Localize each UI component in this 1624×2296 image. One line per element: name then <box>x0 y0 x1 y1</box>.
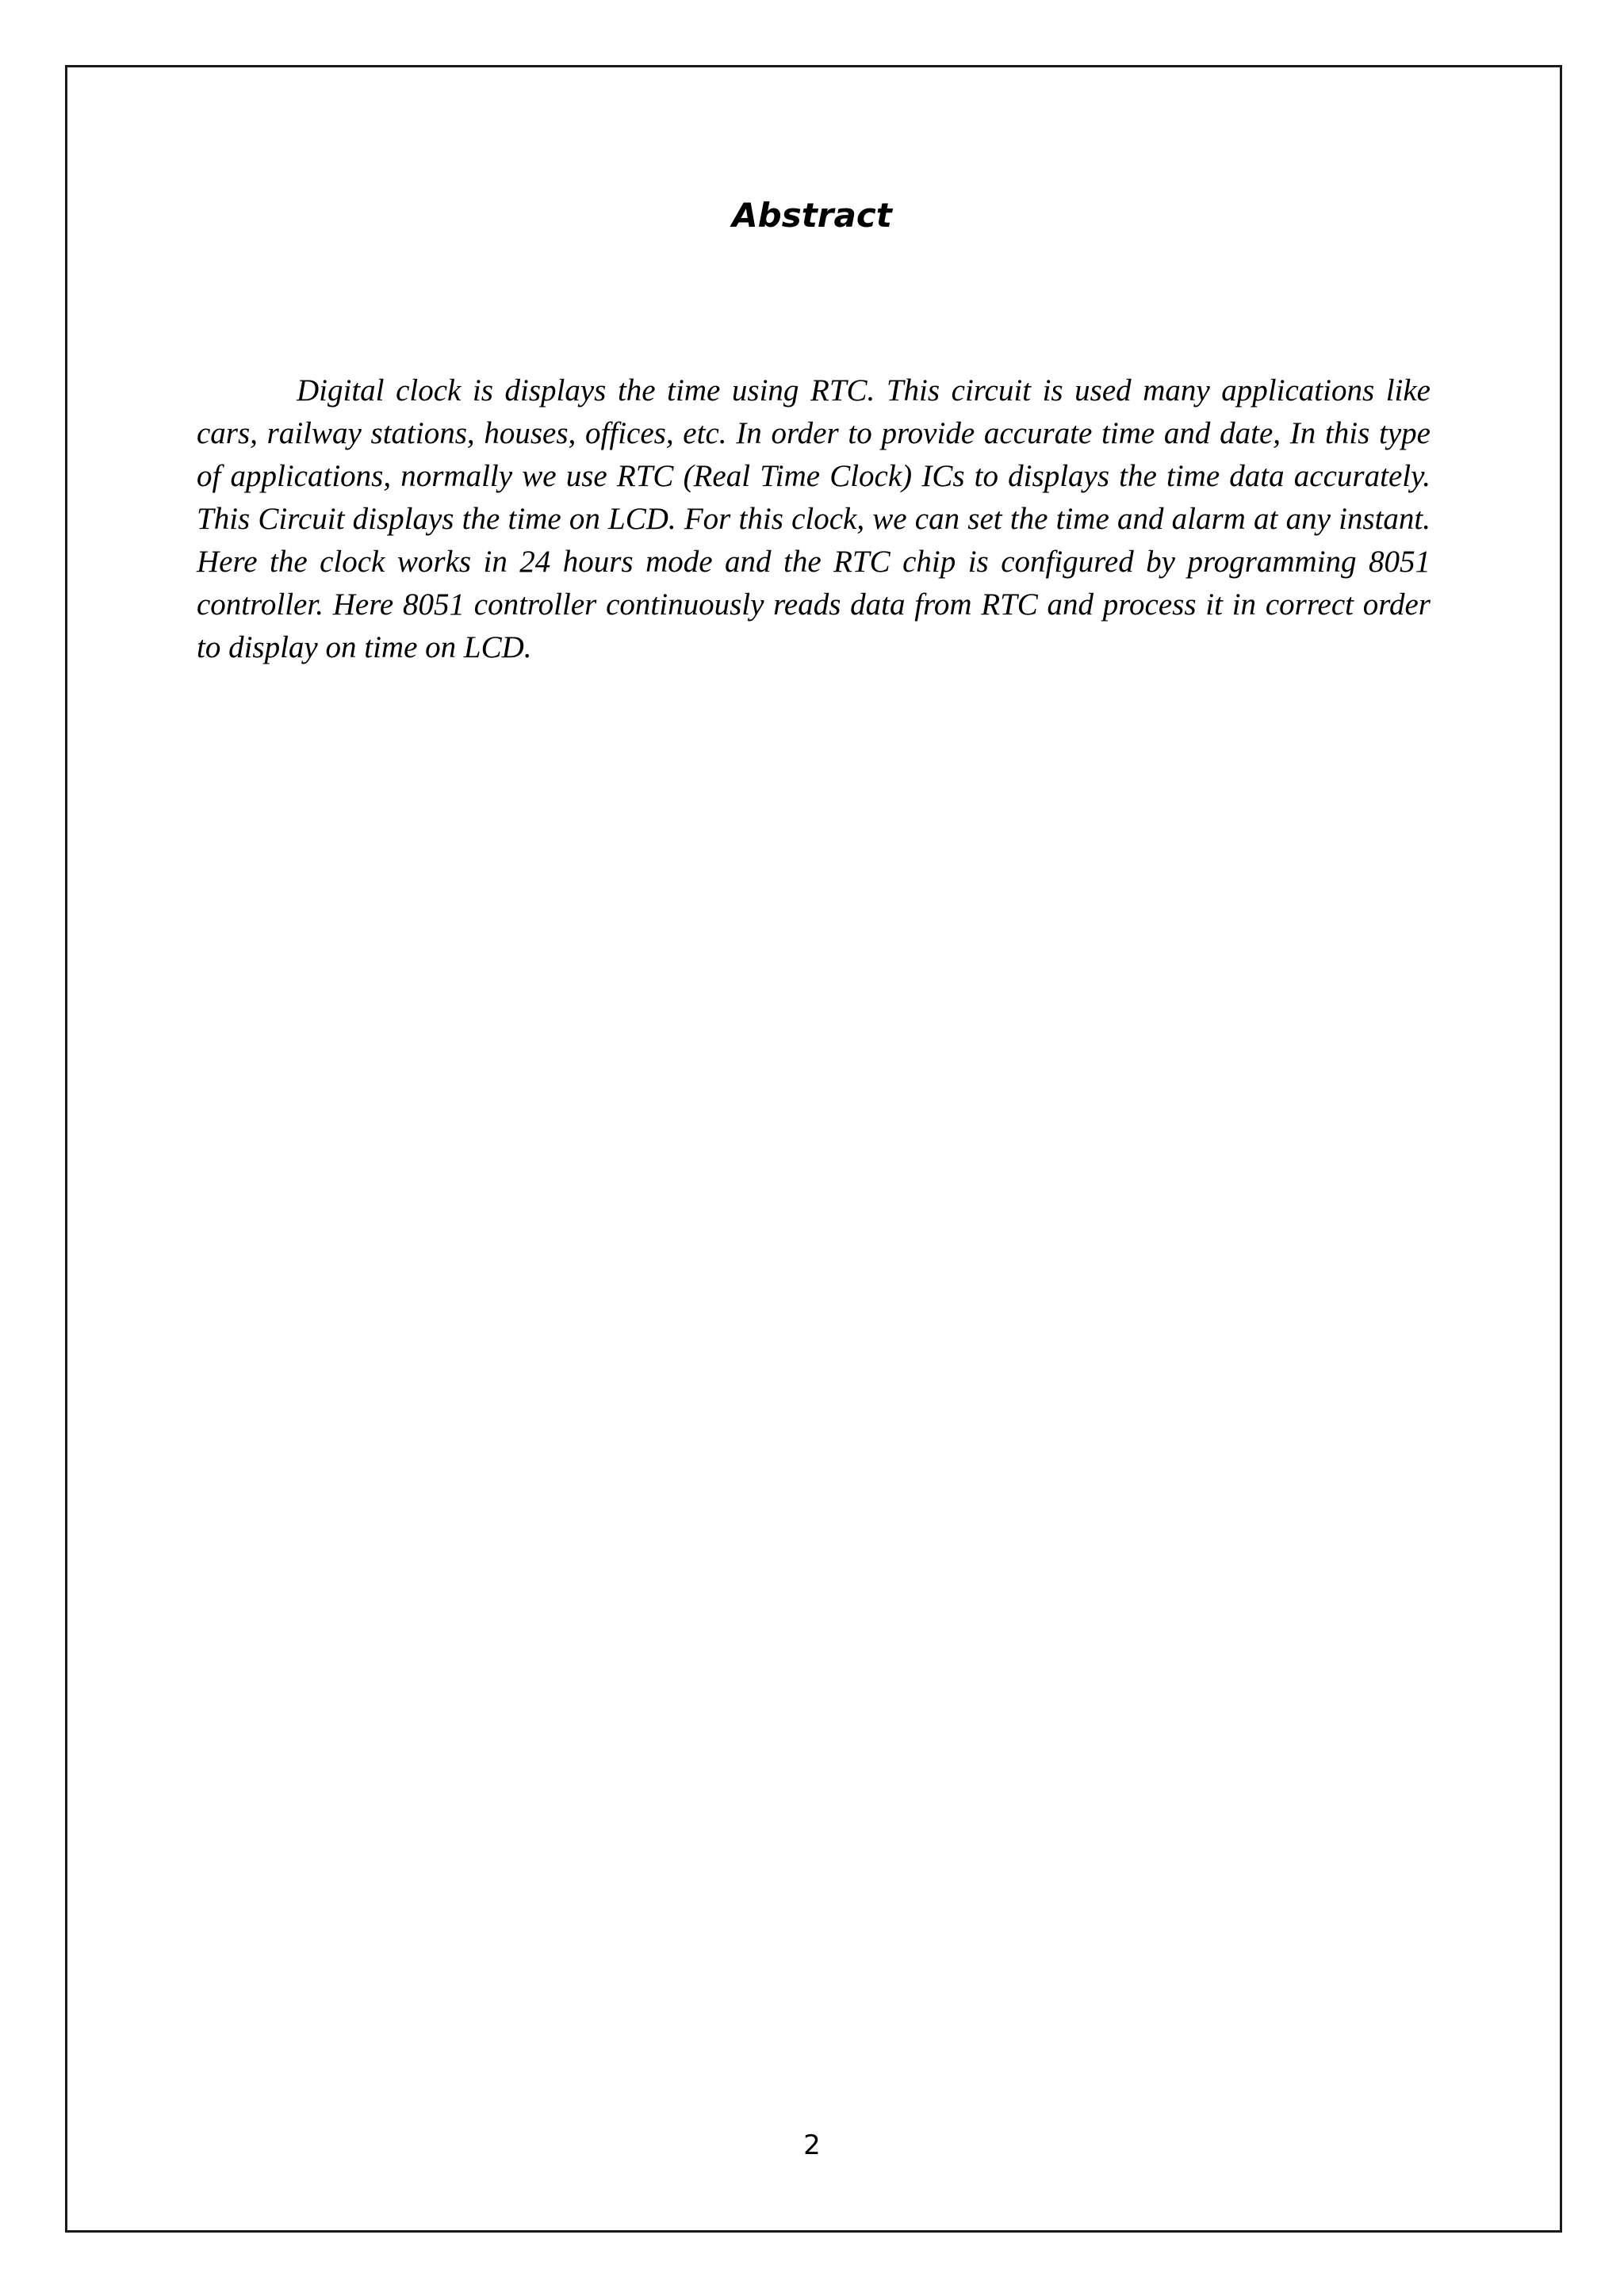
page-title: Abstract <box>732 196 892 235</box>
abstract-paragraph: Digital clock is displays the time using RTC. This circuit is used many applications like cars, railway stations, houses, offices, etc. In order to provide accurate time and date, In this type of applications, normally we use RTC (Real Time Clock) ICs to displays the time data accurately. This Circuit displays the time on LCD. For this clock, we can set the time and alarm at any instant. Here the clock works in 24 hours mode and the RTC chip is configured by programming 8051 controller. Here 8051 controller continuously reads data from RTC and process it in correct order to display on time on LCD. <box>197 373 1431 664</box>
page-number: 2 <box>803 2130 821 2161</box>
